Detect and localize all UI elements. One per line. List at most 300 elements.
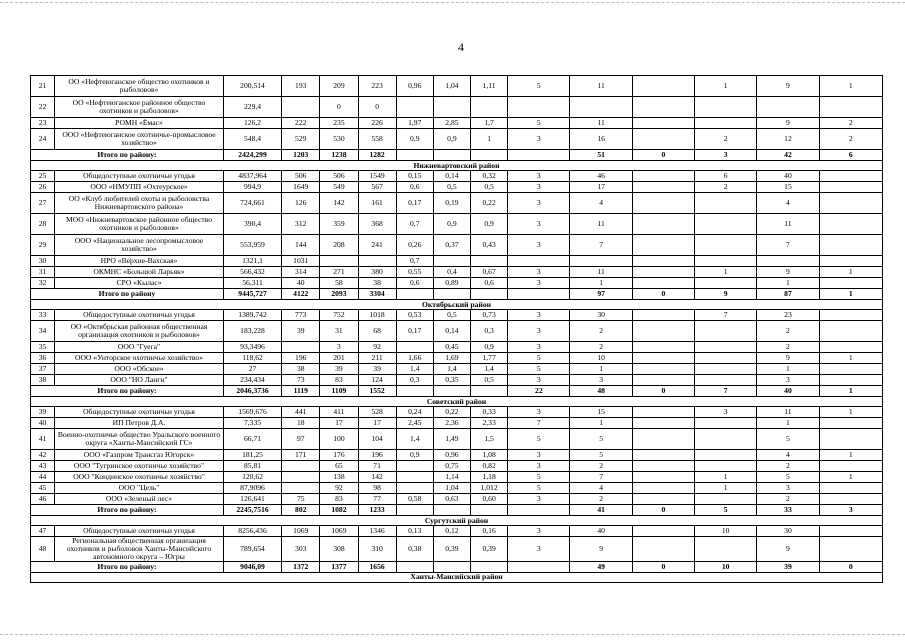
total-cell: 48 [570,386,632,397]
table-cell [695,494,757,505]
table-cell: 0,33 [471,407,508,418]
table-cell: 1,11 [471,76,508,97]
table-cell: 211 [358,353,396,364]
total-cell: 0 [632,289,694,300]
row-number: 45 [31,483,55,494]
total-cell [433,561,470,572]
organization-name: РОМН «Ёмас» [55,118,224,129]
table-cell: 1,04 [433,76,470,97]
table-cell [282,472,320,483]
total-cell [508,561,570,572]
table-cell: 310 [358,537,396,562]
table-cell [819,526,882,537]
table-cell: 241 [358,235,396,256]
table-cell: 1 [695,267,757,278]
table-cell: 98 [358,483,396,494]
table-cell [632,214,694,235]
table-cell: 7,335 [223,418,281,429]
table-cell [282,461,320,472]
table-cell: 1031 [282,256,320,267]
table-cell: 506 [320,171,358,182]
table-cell: 0,9 [433,129,470,150]
table-cell: 40 [282,278,320,289]
total-cell: 0 [632,386,694,397]
table-cell: 5 [508,364,570,375]
organization-name: НРО «Верхне-Ваxская» [55,256,224,267]
table-cell [695,364,757,375]
table-cell: 83 [320,375,358,386]
table-cell: 181,25 [223,450,281,461]
table-cell [695,375,757,386]
total-cell: 1109 [320,386,358,397]
table-cell: 4 [757,193,819,214]
total-cell: 41 [570,505,632,516]
table-cell: 5 [570,429,632,450]
table-cell [819,429,882,450]
table-row [31,472,883,483]
table-cell [508,97,570,118]
table-cell: 3 [508,461,570,472]
table-cell: 11 [570,118,632,129]
table-cell: 10 [695,526,757,537]
total-cell: 3304 [358,289,396,300]
table-cell [632,256,694,267]
organization-name: Военно-охотничье общество Уральского военного округа «Ханты-Мансийский ГС» [55,429,224,450]
district-total-row [31,505,883,516]
table-cell: 142 [320,193,358,214]
table-cell [282,342,320,353]
table-cell: 3 [508,235,570,256]
table-cell [819,375,882,386]
table-cell: 1,66 [396,353,433,364]
table-cell: 10 [570,353,632,364]
table-cell: 97 [282,429,320,450]
table-cell: 1,97 [396,118,433,129]
table-cell: 5 [508,472,570,483]
table-cell: 528 [358,407,396,418]
table-row [31,267,883,278]
table-cell: 1649 [282,182,320,193]
table-cell: 71 [358,461,396,472]
table-cell: 773 [282,310,320,321]
total-cell: 3 [695,150,757,161]
table-cell: 222 [282,118,320,129]
table-cell [632,537,694,562]
table-cell [819,214,882,235]
table-cell [632,418,694,429]
table-cell: 7 [508,418,570,429]
table-cell: 1,14 [433,472,470,483]
table-cell: 1,49 [433,429,470,450]
table-cell: 2 [570,321,632,342]
table-row [31,494,883,505]
table-cell: 0,82 [471,461,508,472]
table-cell: 1,4 [433,364,470,375]
total-cell: 4122 [282,289,320,300]
table-cell: 0,5 [433,310,470,321]
district-header-row [31,516,883,526]
table-cell: 1 [757,278,819,289]
table-cell [632,407,694,418]
table-cell: 390,4 [223,214,281,235]
table-row [31,375,883,386]
total-label: Итого по району: [31,150,224,161]
table-cell: 27 [223,364,281,375]
total-cell: 0 [632,561,694,572]
table-cell: 0,24 [396,407,433,418]
table-cell [819,537,882,562]
row-number: 26 [31,182,55,193]
total-cell [508,150,570,161]
table-cell [695,418,757,429]
total-cell: 1282 [358,150,396,161]
table-cell [471,97,508,118]
table-cell [632,310,694,321]
table-cell: 2 [757,494,819,505]
row-number: 25 [31,171,55,182]
table-cell: 1 [757,364,819,375]
total-cell: 2245,7516 [223,505,281,516]
row-number: 23 [31,118,55,129]
table-cell [570,256,632,267]
table-cell: 3 [757,375,819,386]
table-cell: 39 [320,364,358,375]
table-cell: 1 [819,76,882,97]
table-cell: 3 [508,310,570,321]
table-cell: 2 [757,461,819,472]
table-cell: 1,7 [471,118,508,129]
table-cell: 3 [508,182,570,193]
table-cell [819,461,882,472]
table-cell [819,97,882,118]
table-cell: 312 [282,214,320,235]
total-cell: 9 [695,289,757,300]
total-cell: 51 [570,150,632,161]
table-cell: 506 [282,171,320,182]
organization-name: МОО «Нижневартовское районное общество охотников и рыболовов» [55,214,224,235]
table-cell: 6 [695,171,757,182]
table-cell: 118,62 [223,353,281,364]
table-cell: 11 [570,267,632,278]
organization-name: ОО «Клуб любителей охоты и рыболовства Нижневартовского района» [55,193,224,214]
table-cell [695,235,757,256]
total-cell: 97 [570,289,632,300]
table-cell: 1 [819,353,882,364]
table-cell [695,214,757,235]
table-cell [819,256,882,267]
row-number: 44 [31,472,55,483]
table-cell: 359 [320,214,358,235]
table-cell: 9 [757,267,819,278]
table-cell: 7 [757,235,819,256]
table-cell: 23 [757,310,819,321]
table-cell [433,256,470,267]
table-cell: 142 [358,472,396,483]
table-cell: 0,60 [471,494,508,505]
table-cell: 368 [358,214,396,235]
table-cell: 11 [570,214,632,235]
table-row [31,214,883,235]
table-body [31,76,883,583]
organization-name: Общедоступные охотничьи угодья [55,407,224,418]
organization-name: ООО «Национальное лесопромысловое хозяйство» [55,235,224,256]
table-cell: 1,5 [471,429,508,450]
table-cell: 3 [508,171,570,182]
table-cell: 5 [570,450,632,461]
table-cell: 0,16 [471,526,508,537]
table-cell: 68 [358,321,396,342]
total-cell [471,150,508,161]
total-label: Итого по району [31,289,224,300]
table-cell: 3 [508,494,570,505]
total-cell: 39 [757,561,819,572]
table-cell: 2 [570,494,632,505]
row-number: 27 [31,193,55,214]
district-total-row [31,386,883,397]
table-cell: 1 [695,472,757,483]
table-cell [695,461,757,472]
table-cell: 789,654 [223,537,281,562]
table-cell: 1,4 [471,364,508,375]
row-number: 43 [31,461,55,472]
total-cell: 0 [632,150,694,161]
table-cell [632,483,694,494]
table-cell: 3 [508,193,570,214]
table-cell [695,353,757,364]
table-row [31,418,883,429]
table-cell [695,450,757,461]
table-cell [396,483,433,494]
table-cell: 17 [570,182,632,193]
table-cell: 0,17 [396,193,433,214]
table-row [31,537,883,562]
table-cell [632,375,694,386]
table-cell: 0,19 [433,193,470,214]
table-cell: 2 [757,342,819,353]
table-cell: 0,3 [396,375,433,386]
table-cell: 1 [819,267,882,278]
table-cell: 1069 [282,526,320,537]
table-cell: 75 [282,494,320,505]
table-cell: 0,22 [433,407,470,418]
table-cell [819,310,882,321]
total-cell: 2093 [320,289,358,300]
table-cell [632,129,694,150]
total-cell: 2046,3736 [223,386,281,397]
table-row [31,256,883,267]
table-cell: 3 [508,321,570,342]
table-cell: 77 [358,494,396,505]
table-row [31,171,883,182]
total-label: Итого по району: [31,561,224,572]
table-cell: 2 [695,129,757,150]
table-cell: 0,5 [471,182,508,193]
table-cell: 0,3 [471,321,508,342]
organization-name: ООО «НМУПП «Охтеурское» [55,182,224,193]
table-cell: 0,7 [396,256,433,267]
table-cell: 1,012 [471,483,508,494]
organization-name: ООО «Нефтеюганское охотничье-промысловое хозяйство» [55,129,224,150]
table-row [31,97,883,118]
total-cell: 802 [282,505,320,516]
table-cell: 567 [358,182,396,193]
district-header-row [31,397,883,407]
table-cell: 1 [570,418,632,429]
table-cell: 226 [358,118,396,129]
table-cell [819,321,882,342]
table-cell [632,235,694,256]
table-row [31,526,883,537]
table-cell: 0,96 [396,76,433,97]
table-cell [282,97,320,118]
table-cell: 0,9 [471,214,508,235]
page-number: 4 [458,40,464,54]
total-cell: 1377 [320,561,358,572]
organization-name: ООО "Гуега" [55,342,224,353]
table-cell: 73 [282,375,320,386]
table-cell: 9 [757,537,819,562]
table-cell: 1,4 [396,429,433,450]
table-cell: 234,434 [223,375,281,386]
table-cell [632,76,694,97]
table-cell: 1569,676 [223,407,281,418]
table-cell: 7 [570,472,632,483]
row-number: 39 [31,407,55,418]
table-cell: 1,77 [471,353,508,364]
row-number: 30 [31,256,55,267]
table-row [31,461,883,472]
table-cell: 1,69 [433,353,470,364]
table-cell: 3 [508,450,570,461]
table-cell: 40 [570,526,632,537]
table-cell [570,97,632,118]
table-row [31,193,883,214]
table-cell: 0,14 [433,171,470,182]
total-cell [508,289,570,300]
table-cell: 0,9 [433,214,470,235]
table-cell: 0,89 [433,278,470,289]
total-cell [396,561,433,572]
table-cell: 7 [570,235,632,256]
table-cell: 553,959 [223,235,281,256]
table-cell: 235 [320,118,358,129]
total-cell [471,289,508,300]
table-cell: 380 [358,267,396,278]
table-cell [632,526,694,537]
total-cell: 1656 [358,561,396,572]
table-cell: 100 [320,429,358,450]
table-cell: 2,33 [471,418,508,429]
table-cell: 0,6 [396,182,433,193]
organization-name: ООО «Обское» [55,364,224,375]
total-cell: 10 [695,561,757,572]
table-cell: 1 [819,450,882,461]
table-cell: 0,6 [471,278,508,289]
table-cell: 124 [358,375,396,386]
organization-name: ООО "Кондинское охотничье хозяйство" [55,472,224,483]
table-cell: 161 [358,193,396,214]
table-cell [819,342,882,353]
total-cell: 1 [819,386,882,397]
table-cell: 208 [320,235,358,256]
table-cell: 126 [282,193,320,214]
table-cell: 0,39 [471,537,508,562]
total-cell: 9046,09 [223,561,281,572]
table-cell: 441 [282,407,320,418]
table-cell: 1018 [358,310,396,321]
table-cell [695,97,757,118]
table-cell: 411 [320,407,358,418]
district-header-row [31,300,883,310]
table-cell: 0,9 [396,450,433,461]
table-cell: 38 [282,364,320,375]
table-cell [819,171,882,182]
total-cell [508,505,570,516]
table-cell: 16 [570,129,632,150]
table-cell: 1 [819,407,882,418]
table-cell [819,182,882,193]
table-cell: 4 [757,450,819,461]
table-cell: 1 [570,364,632,375]
table-cell: 2,45 [396,418,433,429]
table-cell: 11 [757,407,819,418]
table-cell: 0,63 [433,494,470,505]
table-cell: 2 [819,118,882,129]
total-cell [433,505,470,516]
table-row [31,342,883,353]
table-cell [396,472,433,483]
table-cell: 196 [358,450,396,461]
organization-name: ОО «Нефтеюганское районное общество охотников и рыболовов» [55,97,224,118]
table-cell: 2 [757,321,819,342]
row-number: 34 [31,321,55,342]
table-cell: 1 [471,129,508,150]
table-cell: 0,14 [433,321,470,342]
table-row [31,310,883,321]
table-cell: 549 [320,182,358,193]
table-cell: 1321,1 [223,256,281,267]
table-cell: 0,9 [471,342,508,353]
table-row [31,118,883,129]
table-cell: 229,4 [223,97,281,118]
total-cell: 3 [819,505,882,516]
total-cell: 9445,727 [223,289,281,300]
table-cell: 4 [570,193,632,214]
organization-name: ИП Петров Д.А. [55,418,224,429]
table-cell [433,97,470,118]
table-cell: 0,6 [396,278,433,289]
table-cell [471,256,508,267]
table-cell: 0,5 [433,182,470,193]
table-cell: 0,4 [433,267,470,278]
table-cell: 3 [570,375,632,386]
total-cell [396,289,433,300]
table-cell [819,494,882,505]
table-cell: 3 [508,214,570,235]
table-cell: 1 [819,472,882,483]
table-cell: 85,81 [223,461,281,472]
table-cell: 0,96 [433,450,470,461]
table-cell: 92 [320,483,358,494]
table-cell: 0,38 [396,537,433,562]
table-cell: 752 [320,310,358,321]
table-cell: 15 [570,407,632,418]
table-cell: 5 [508,353,570,364]
organization-name: Общедоступные охотничьи угодья [55,171,224,182]
district-header-row [31,161,883,171]
total-cell [396,505,433,516]
row-number: 35 [31,342,55,353]
